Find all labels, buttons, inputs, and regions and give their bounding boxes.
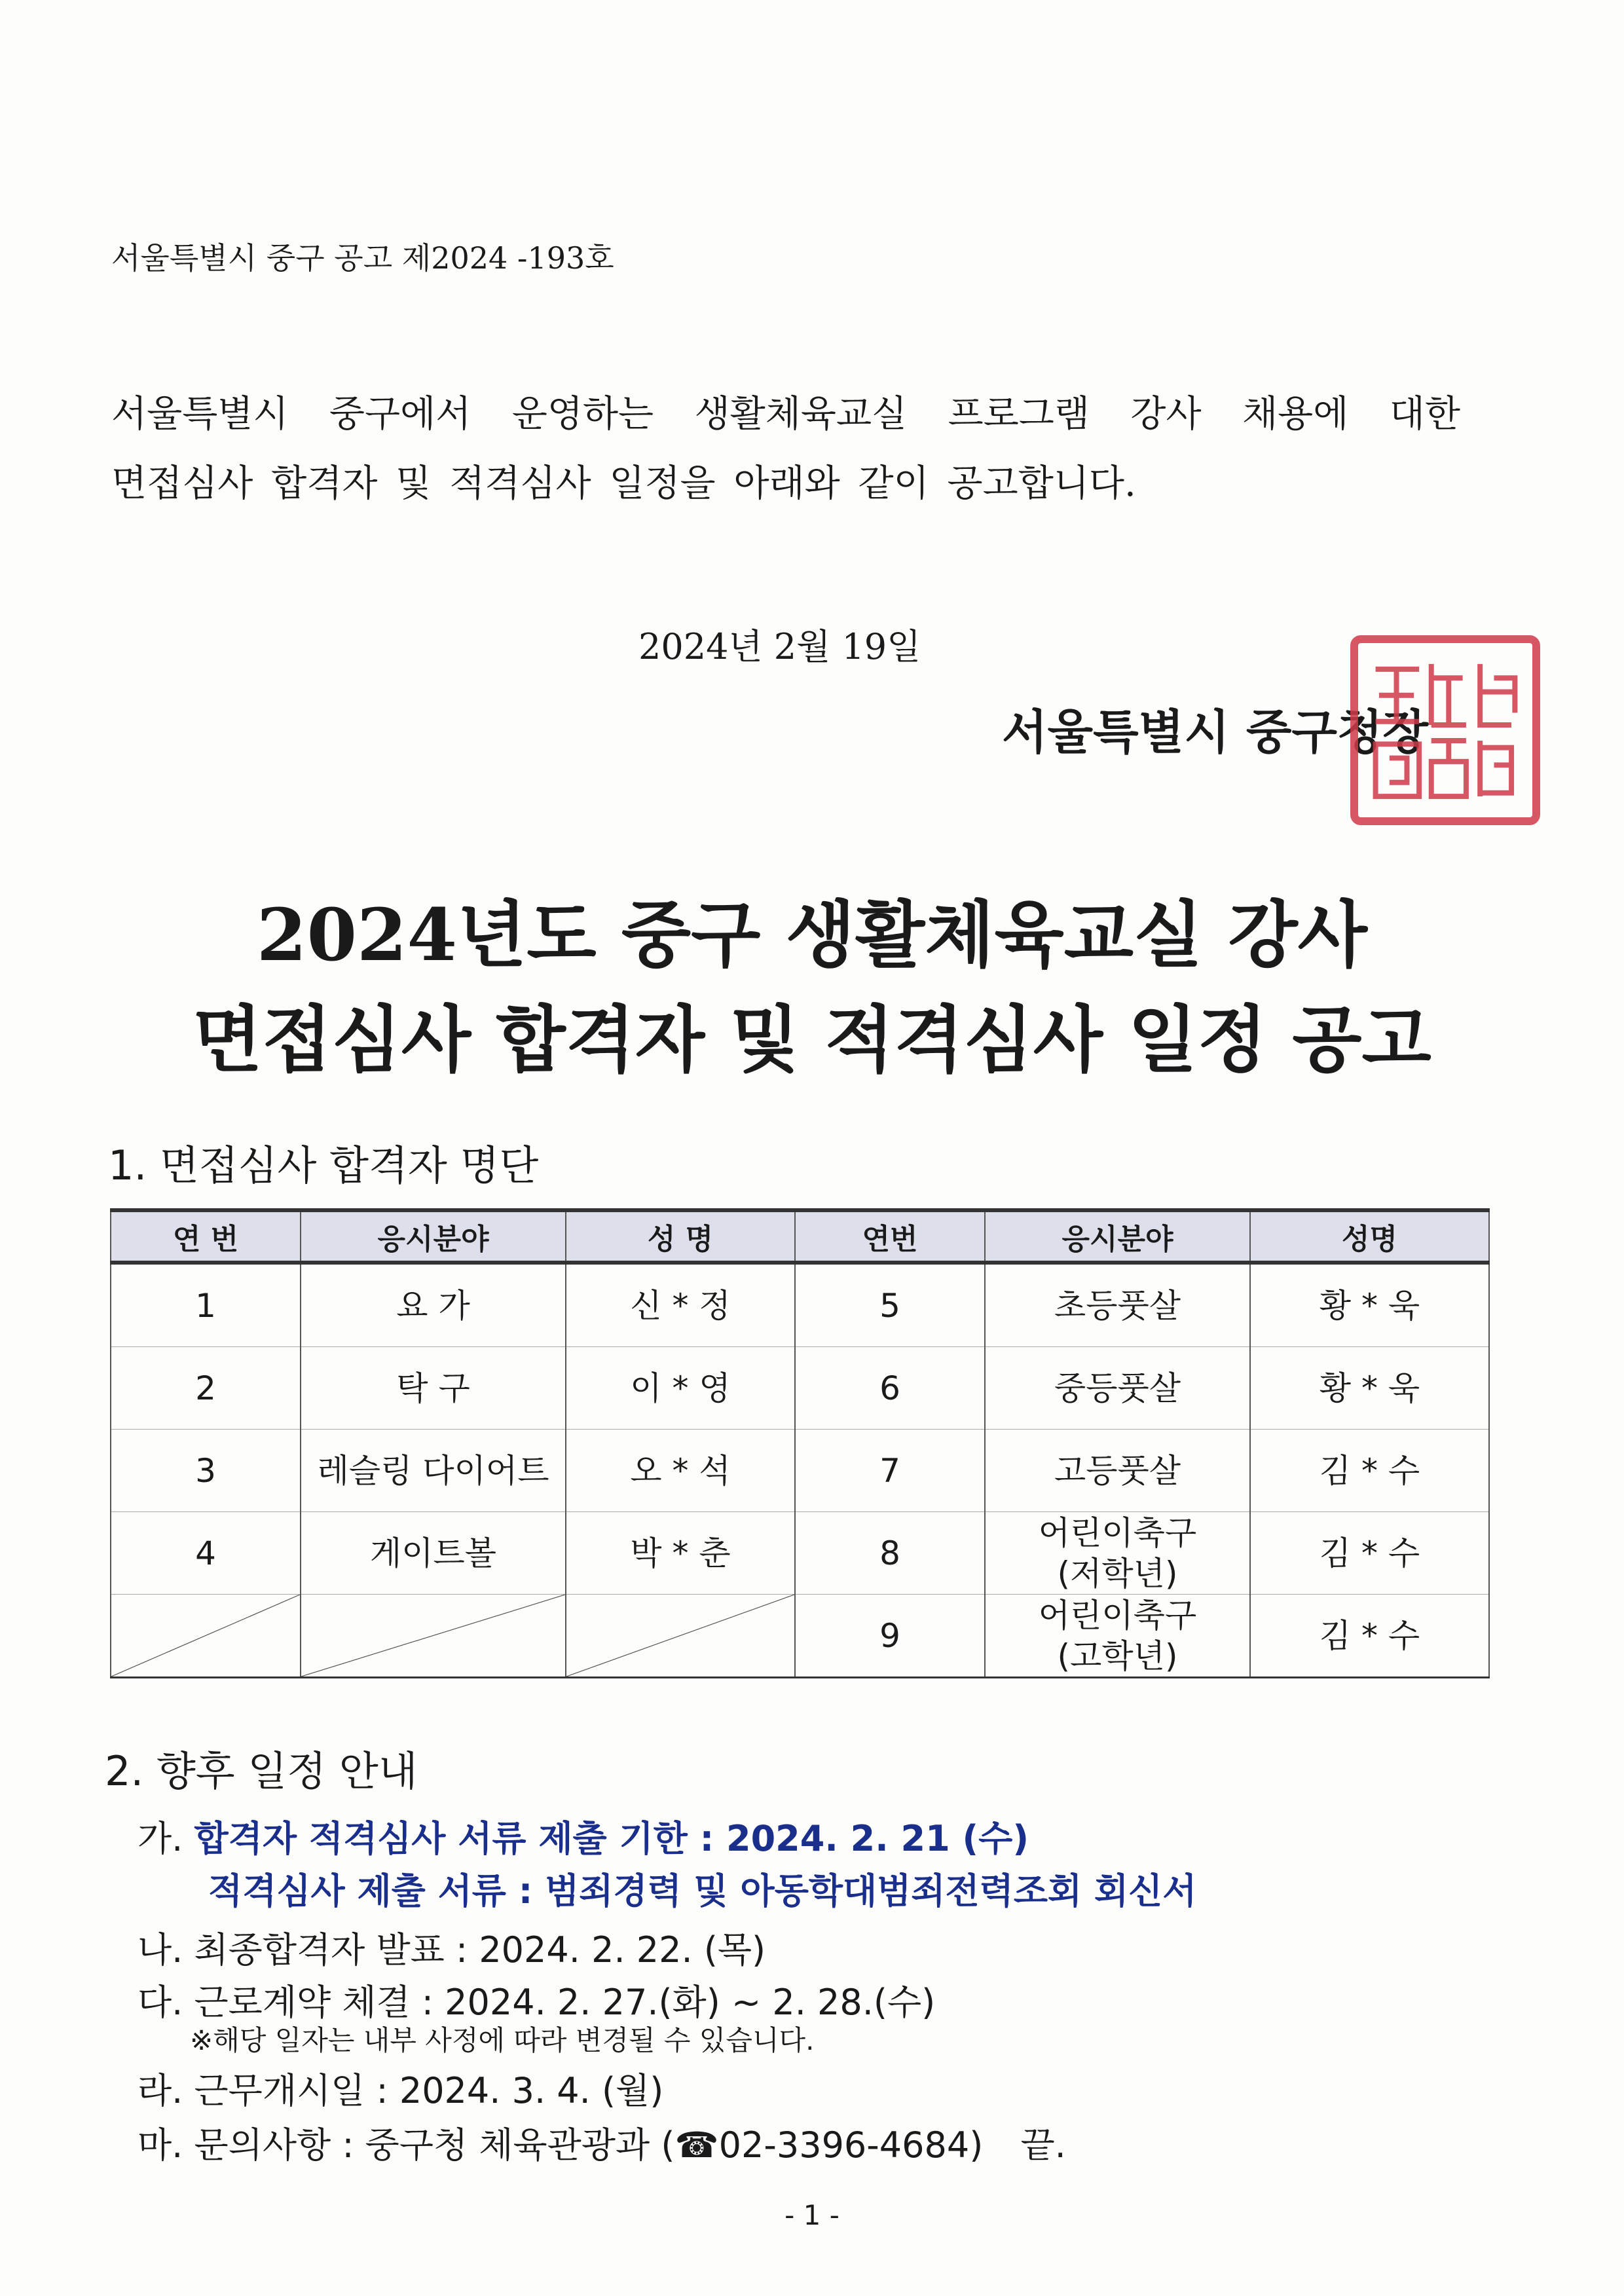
official-seal [1350,635,1540,825]
intro-word: 채용에 [1242,393,1349,435]
cell-name: 오 * 석 [566,1430,795,1512]
cell-field-line-2: (고학년) [1057,1637,1178,1675]
col-header-field: 응시분야 [985,1210,1250,1263]
intro-paragraph [111,380,1460,519]
table-row [111,1263,1489,1347]
intro-word: 대한 [1389,393,1460,435]
schedule-item-na: 나. 최종합격자 발표 : 2024. 2. 22. (목) [138,1929,766,1971]
table-header-row [111,1210,1489,1263]
cell-number: 8 [795,1512,985,1595]
cell-number: 2 [111,1347,301,1430]
intro-line-2: 면접심사 합격자 및 적격심사 일정을 아래와 같이 공고합니다. [111,462,1136,505]
col-header-number: 연 번 [111,1210,301,1263]
notice-number: 서울특별시 중구 공고 제2024 -193호 [111,240,614,276]
seal-glyph-icon [1358,643,1532,817]
intro-word: 중구에서 [329,393,471,435]
cell-field: 요 가 [301,1263,566,1347]
col-header-field: 응시분야 [301,1210,566,1263]
schedule-item-ma [138,2117,1066,2168]
table-row [111,1347,1489,1430]
cell-name: 김 * 수 [1250,1595,1489,1678]
cell-field [985,1595,1250,1678]
phone-icon: ☎ [674,2124,719,2166]
cell-empty [566,1595,795,1678]
schedule-marker: 가. [138,1818,183,1859]
cell-field: 레슬링 다이어트 [301,1430,566,1512]
main-title-line-1: 2024년도 중구 생활체육교실 강사 [256,893,1368,977]
cell-field-line-1: 어린이축구 [1038,1513,1197,1552]
schedule-required-documents: 적격심사 제출 서류 : 범죄경력 및 아동학대범죄전력조회 회신서 [208,1870,1197,1912]
cell-name: 김 * 수 [1250,1430,1489,1512]
cell-name: 황 * 욱 [1250,1263,1489,1347]
cell-field-line-1: 어린이축구 [1038,1596,1197,1635]
contact-phone: 02-3396-4684) [718,2124,984,2166]
schedule-note: ※해당 일자는 내부 사정에 따라 변경될 수 있습니다. [190,2024,815,2056]
cell-number: 3 [111,1430,301,1512]
schedule-item-ra: 라. 근무개시일 : 2024. 3. 4. (월) [138,2070,664,2111]
diagonal-slash-icon [566,1595,794,1676]
cell-field: 탁 구 [301,1347,566,1430]
schedule-deadline: 합격자 적격심사 서류 제출 기한 : 2024. 2. 21 (수) [194,1818,1029,1859]
issuer-name: 서울특별시 중구청장 [1002,704,1429,760]
cell-name: 이 * 영 [566,1347,795,1430]
main-title-line-2: 면접심사 합격자 및 적격심사 일정 공고 [193,997,1431,1082]
cell-field: 게이트볼 [301,1512,566,1595]
intro-word: 생활체육교실 [694,393,908,435]
intro-word: 서울특별시 [111,393,289,435]
cell-empty [111,1595,301,1678]
end-mark: 끝. [1020,2124,1066,2166]
cell-field: 고등풋살 [985,1430,1250,1512]
cell-number: 1 [111,1263,301,1347]
cell-name: 신 * 정 [566,1263,795,1347]
diagonal-slash-icon [301,1595,565,1676]
table-row [111,1595,1489,1678]
notice-date: 2024년 2월 19일 [638,626,921,667]
col-header-number: 연번 [795,1210,985,1263]
page-number: - 1 - [784,2199,840,2231]
intro-line-1 [111,380,1460,449]
section-1-heading: 1. 면접심사 합격자 명단 [108,1141,539,1189]
section-2-heading: 2. 향후 일정 안내 [105,1747,418,1795]
passers-table [110,1208,1488,1678]
cell-number: 6 [795,1347,985,1430]
table-row [111,1430,1489,1512]
intro-word: 프로그램 [948,393,1090,435]
contact-label: 마. 문의사항 : 중구청 체육관광과 ( [138,2124,675,2166]
cell-name: 박 * 춘 [566,1512,795,1595]
table-row [111,1512,1489,1595]
schedule-item-da: 다. 근로계약 체결 : 2024. 2. 27.(화) ~ 2. 28.(수) [138,1982,936,2023]
cell-field-line-2: (저학년) [1057,1554,1178,1593]
cell-name: 황 * 욱 [1250,1347,1489,1430]
cell-name: 김 * 수 [1250,1512,1489,1595]
cell-number: 4 [111,1512,301,1595]
schedule-item-ga [138,1811,1029,1861]
cell-number: 5 [795,1263,985,1347]
cell-number: 7 [795,1430,985,1512]
cell-empty [301,1595,566,1678]
cell-number: 9 [795,1595,985,1678]
diagonal-slash-icon [111,1595,300,1676]
cell-field: 중등풋살 [985,1347,1250,1430]
col-header-name: 성명 [1250,1210,1489,1263]
intro-word: 강사 [1130,393,1202,435]
cell-field [985,1512,1250,1595]
cell-field: 초등풋살 [985,1263,1250,1347]
col-header-name: 성 명 [566,1210,795,1263]
intro-word: 운영하는 [511,393,654,435]
